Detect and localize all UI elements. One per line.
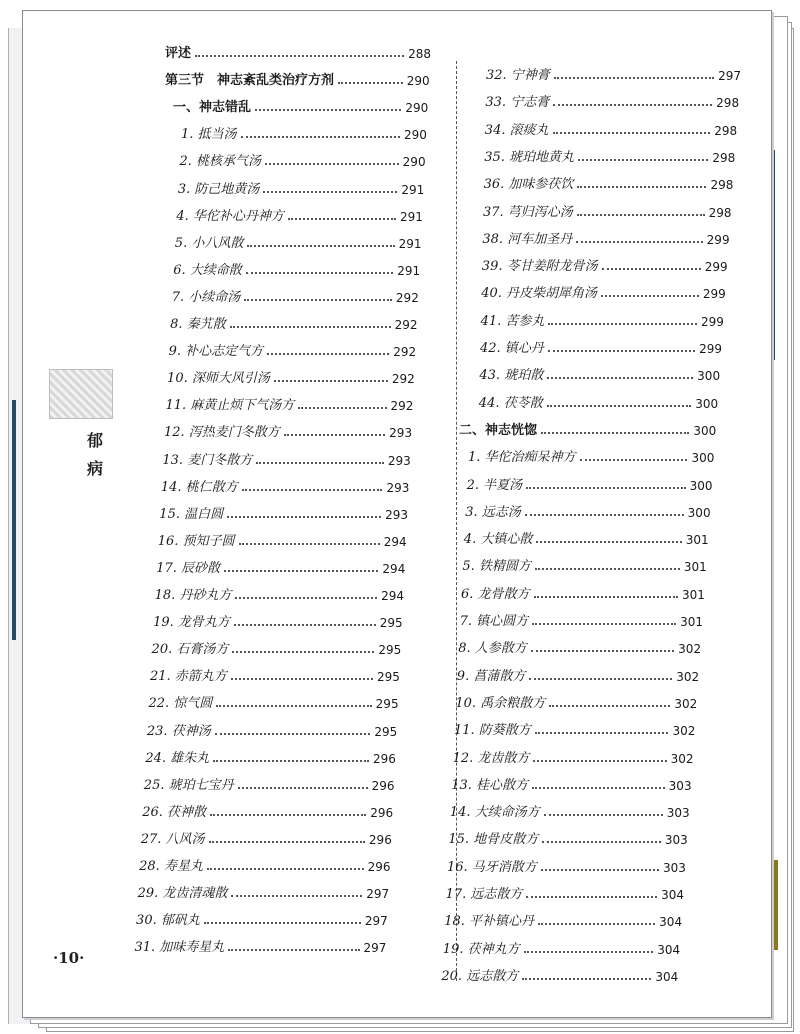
leader-dots <box>224 570 378 572</box>
toc-entry[interactable] <box>480 336 722 356</box>
toc-entry-title: 32. 宁神膏 <box>486 68 550 83</box>
toc-entry-page: 304 <box>659 915 683 930</box>
toc-entry-page: 300 <box>693 423 717 438</box>
toc-entry[interactable] <box>485 90 739 110</box>
leader-dots <box>532 623 676 625</box>
toc-entry-title: 6. 大续命散 <box>173 262 242 278</box>
leader-dots <box>538 923 655 925</box>
toc-entry-page: 304 <box>661 888 684 902</box>
toc-entry[interactable] <box>441 964 678 984</box>
toc-entry[interactable] <box>166 393 414 413</box>
toc-entry[interactable] <box>479 363 720 383</box>
toc-entry-page: 302 <box>678 642 702 657</box>
leader-dots <box>244 299 392 301</box>
toc-entry-title: 10. 深师大风引汤 <box>167 371 270 387</box>
toc-entry-page: 290 <box>402 155 426 170</box>
toc-entry-title: 12. 泻热麦门冬散方 <box>163 425 280 441</box>
toc-entry[interactable] <box>481 309 724 329</box>
toc-entry[interactable] <box>165 41 431 61</box>
toc-entry-page: 292 <box>394 318 418 332</box>
toc-entry-page: 293 <box>385 507 409 522</box>
toc-entry-title: 17. 远志散方 <box>445 887 523 902</box>
toc-entry-page: 302 <box>670 751 694 766</box>
toc-entry-title: 20. 远志散方 <box>441 968 519 984</box>
toc-entry-page: 296 <box>368 832 392 847</box>
leader-dots <box>526 487 685 489</box>
toc-entry[interactable] <box>467 473 713 493</box>
toc-entry-title: 二、神志恍惚 <box>459 422 538 438</box>
toc-entry-title: 9. 菖蒲散方 <box>456 668 526 684</box>
toc-entry-page: 291 <box>399 209 423 224</box>
leader-dots <box>255 109 401 111</box>
toc-entry-title: 10. 禹余粮散方 <box>455 695 546 711</box>
toc-entry[interactable] <box>181 122 427 142</box>
toc-entry-page: 300 <box>695 396 719 411</box>
toc-entry-title: 11. 麻黄止烦下气汤方 <box>165 398 295 414</box>
toc-entry-title: 9. 补心志定气方 <box>168 344 264 360</box>
leader-dots <box>553 104 712 106</box>
leader-dots <box>246 272 393 274</box>
toc-entry-page: 302 <box>676 669 700 684</box>
toc-entry-title: 第三节 神志紊乱类治疗方剂 <box>165 73 335 89</box>
toc-entry-title: 26. 茯神散 <box>142 804 207 820</box>
leader-dots <box>204 922 361 924</box>
toc-entry-title: 5. 小八风散 <box>174 235 244 251</box>
toc-entry-page: 293 <box>387 453 411 468</box>
toc-entry-title: 2. 桃核承气汤 <box>179 154 261 170</box>
toc-entry-page: 296 <box>370 805 394 820</box>
leader-dots <box>526 896 657 898</box>
toc-entry[interactable] <box>155 583 404 603</box>
leader-dots <box>216 705 371 707</box>
toc-entry-title: 12. 龙齿散方 <box>452 750 530 766</box>
toc-entry[interactable] <box>173 95 428 115</box>
side-title-char: 郁 <box>86 431 103 450</box>
toc-entry[interactable] <box>156 556 405 576</box>
toc-entry-title: 14. 大续命汤方 <box>449 805 540 821</box>
toc-entry-title: 28. 寿星丸 <box>139 859 203 874</box>
toc-entry-page: 301 <box>681 587 705 602</box>
leader-dots <box>576 241 702 243</box>
toc-entry[interactable] <box>161 475 410 495</box>
leader-dots <box>553 132 711 134</box>
leader-dots <box>298 407 386 409</box>
leader-dots <box>210 814 366 816</box>
leader-dots <box>531 650 674 652</box>
toc-entry[interactable] <box>178 177 424 197</box>
toc-entry-page: 298 <box>714 123 738 138</box>
toc-entry-page: 304 <box>657 942 681 957</box>
toc-entry-page: 295 <box>374 724 398 739</box>
toc-entry-title: 1. 华佗治痴呆神方 <box>468 450 576 466</box>
toc-entry-page: 299 <box>706 232 730 247</box>
toc-entry-page: 300 <box>697 369 721 384</box>
leader-dots <box>288 218 396 220</box>
toc-entry-page: 304 <box>655 969 679 984</box>
toc-entry-title: 15. 地骨皮散方 <box>448 832 539 848</box>
toc-entry[interactable] <box>460 609 703 629</box>
leader-dots <box>541 432 689 434</box>
toc-entry-page: 291 <box>401 182 425 197</box>
toc-entry[interactable] <box>138 881 390 901</box>
leader-dots <box>541 869 659 871</box>
toc-entry[interactable] <box>461 582 705 602</box>
toc-entry[interactable] <box>447 855 686 875</box>
toc-entry-page: 301 <box>683 560 707 575</box>
toc-entry-title: 22. 惊气圆 <box>148 696 213 712</box>
stack-edge-mark <box>772 860 778 950</box>
leader-dots <box>533 760 666 762</box>
toc-entry[interactable] <box>446 882 684 902</box>
chapter-side-title <box>83 427 107 483</box>
toc-entry-page: 301 <box>685 533 709 548</box>
leader-dots <box>215 733 371 735</box>
toc-entry-title: 42. 镇心丹 <box>480 341 544 356</box>
toc-entry[interactable] <box>144 773 395 793</box>
toc-entry-title: 1. 抵当汤 <box>181 127 237 143</box>
toc-entry-page: 292 <box>391 372 415 387</box>
toc-entry-page: 300 <box>689 478 713 493</box>
toc-entry[interactable] <box>173 258 420 278</box>
toc-entry-title: 11. 防葵散方 <box>454 723 531 739</box>
toc-entry[interactable] <box>484 145 735 165</box>
toc-entry-page: 302 <box>674 696 698 711</box>
toc-entry[interactable] <box>482 254 728 274</box>
leader-dots <box>263 191 397 193</box>
toc-entry-page: 292 <box>395 290 419 305</box>
leader-dots <box>534 596 678 598</box>
toc-entry-title: 8. 人参散方 <box>458 641 527 657</box>
toc-entry[interactable] <box>457 664 699 684</box>
toc-entry-title: 19. 龙骨丸方 <box>153 615 230 631</box>
toc-entry[interactable] <box>176 204 423 224</box>
toc-entry-page: 299 <box>704 260 728 275</box>
toc-entry[interactable] <box>465 500 710 520</box>
toc-entry-title: 4. 华佗补心丹神方 <box>176 208 284 224</box>
toc-entry-title: 36. 加味参茯饮 <box>483 177 574 193</box>
toc-entry-page: 295 <box>375 697 399 712</box>
toc-entry-title: 39. 苓甘姜附龙骨汤 <box>481 259 598 275</box>
toc-entry-title: 一、神志错乱 <box>173 100 252 116</box>
toc-entry-page: 294 <box>383 534 407 549</box>
toc-entry-title: 44. 茯苓散 <box>478 395 543 411</box>
toc-entry-title: 16. 马牙消散方 <box>447 859 537 875</box>
leader-dots <box>256 462 384 464</box>
toc-entry[interactable] <box>164 420 412 440</box>
leader-dots <box>535 568 680 570</box>
toc-entry-page: 291 <box>397 263 421 278</box>
toc-entry-title: 24. 雄朱丸 <box>145 750 210 766</box>
toc-entry-title: 14. 桃仁散方 <box>160 479 238 495</box>
toc-entry-page: 290 <box>404 128 427 143</box>
toc-entry[interactable] <box>453 746 694 766</box>
toc-entry-title: 18. 丹砂丸方 <box>154 588 232 603</box>
toc-entry-page: 296 <box>367 860 391 874</box>
toc-entry[interactable] <box>150 664 400 684</box>
toc-entry-page: 297 <box>363 941 387 956</box>
toc-entry-page: 299 <box>700 314 724 329</box>
toc-entry-page: 297 <box>718 69 741 83</box>
toc-entry[interactable] <box>179 149 425 169</box>
toc-entry-title: 13. 麦门冬散方 <box>162 452 253 468</box>
toc-entry-title: 13. 桂心散方 <box>451 777 528 793</box>
toc-entry[interactable] <box>145 746 396 766</box>
toc-entry[interactable] <box>175 231 422 251</box>
toc-entry-page: 294 <box>381 589 404 603</box>
leader-dots <box>524 951 654 953</box>
leader-dots <box>267 353 389 355</box>
toc-entry[interactable] <box>482 227 729 247</box>
toc-entry-title: 35. 琥珀地黄丸 <box>484 149 574 165</box>
leader-dots <box>580 459 688 461</box>
toc-entry[interactable] <box>141 827 392 847</box>
leader-dots <box>247 245 394 247</box>
toc-entry-page: 294 <box>382 561 406 576</box>
leader-dots <box>525 514 684 516</box>
leader-dots <box>547 377 693 379</box>
toc-entry-page: 298 <box>716 96 740 111</box>
leader-dots <box>242 489 383 491</box>
leader-dots <box>230 326 391 328</box>
toc-entry-title: 16. 预知子圆 <box>157 533 235 549</box>
toc-entry-title: 3. 防己地黄汤 <box>177 181 260 197</box>
toc-entry-page: 296 <box>371 778 395 793</box>
toc-entry[interactable] <box>167 366 415 386</box>
leader-dots <box>227 516 381 518</box>
toc-entry[interactable] <box>444 909 682 929</box>
leader-dots <box>602 268 701 270</box>
toc-entry[interactable] <box>159 502 408 522</box>
leader-dots <box>554 77 714 79</box>
toc-entry-page: 295 <box>378 643 402 658</box>
toc-entry-page: 298 <box>712 150 736 165</box>
toc-entry[interactable] <box>468 445 714 465</box>
leader-dots <box>577 186 706 188</box>
toc-entry[interactable] <box>443 937 680 957</box>
toc-entry[interactable] <box>454 718 695 738</box>
toc-entry[interactable] <box>162 448 410 468</box>
toc-entry[interactable] <box>153 610 403 630</box>
toc-entry[interactable] <box>169 339 417 359</box>
toc-entry-title: 41. 苦参丸 <box>480 313 545 329</box>
toc-entry-page: 297 <box>364 914 388 929</box>
toc-entry-title: 27. 八风汤 <box>140 831 205 847</box>
toc-entry-title: 31. 加味寿星丸 <box>134 940 225 956</box>
toc-entry-title: 20. 石膏汤方 <box>151 642 229 658</box>
toc-entry-title: 30. 郁矾丸 <box>136 913 200 929</box>
leader-dots <box>578 159 708 161</box>
leader-dots <box>577 214 705 216</box>
toc-entry[interactable] <box>450 800 690 820</box>
toc-entry[interactable] <box>462 554 706 574</box>
toc-entry-page: 303 <box>666 806 690 821</box>
leader-dots <box>213 760 369 762</box>
leader-dots <box>536 541 681 543</box>
toc-entry[interactable] <box>170 312 417 332</box>
toc-entry[interactable] <box>484 172 734 192</box>
toc-entry[interactable] <box>136 908 388 928</box>
toc-entry-title: 43. 琥珀散 <box>479 368 544 384</box>
toc-entry-page: 298 <box>708 205 732 220</box>
leader-dots <box>529 678 672 680</box>
leader-dots <box>532 787 665 789</box>
leader-dots <box>241 136 400 138</box>
leader-dots <box>542 841 661 843</box>
toc-entry-page: 293 <box>389 426 413 441</box>
toc-entry-page: 290 <box>405 101 429 116</box>
toc-entry-title: 2. 半夏汤 <box>466 477 523 493</box>
toc-entry-page: 296 <box>372 751 396 766</box>
toc-entry[interactable] <box>135 935 387 955</box>
toc-entry-title: 8. 秦艽散 <box>170 317 226 332</box>
toc-entry-title: 17. 辰砂散 <box>156 560 220 576</box>
toc-entry-page: 292 <box>390 399 414 414</box>
toc-page <box>22 10 772 1018</box>
leader-dots <box>544 814 663 816</box>
toc-entry[interactable] <box>485 118 737 138</box>
toc-entry-page: 292 <box>393 345 417 360</box>
leader-dots <box>231 678 373 680</box>
toc-entry-title: 21. 赤箭丸方 <box>150 669 227 685</box>
leader-dots <box>522 978 651 980</box>
toc-entry[interactable] <box>451 773 691 793</box>
leader-dots <box>548 323 697 325</box>
toc-entry-page: 302 <box>672 724 696 739</box>
leader-dots <box>231 895 362 897</box>
leader-dots <box>238 787 368 789</box>
toc-entry-title: 6. 龙骨散方 <box>461 586 530 602</box>
toc-entry[interactable] <box>142 800 393 820</box>
toc-entry-title: 评述 <box>165 46 192 61</box>
toc-entry-title: 3. 远志汤 <box>465 504 521 520</box>
toc-entry-page: 291 <box>398 236 422 251</box>
toc-entry-page: 290 <box>406 74 430 89</box>
leader-dots <box>232 651 374 653</box>
toc-entry-page: 303 <box>668 778 692 793</box>
toc-entry-page: 299 <box>702 287 726 302</box>
leader-dots <box>549 705 670 707</box>
leader-dots <box>235 597 377 599</box>
leader-dots <box>284 434 385 436</box>
toc-entry-title: 7. 镇心圆方 <box>459 614 529 629</box>
toc-entry-title: 19. 茯神丸方 <box>442 941 520 957</box>
toc-entry-page: 295 <box>379 616 403 631</box>
toc-entry-page: 303 <box>664 833 688 848</box>
toc-entry[interactable] <box>152 637 402 657</box>
toc-entry[interactable] <box>479 391 718 411</box>
leader-dots <box>338 82 403 84</box>
leader-dots <box>265 163 399 165</box>
leader-dots <box>234 624 376 626</box>
toc-entry-title: 15. 温白圆 <box>159 506 224 522</box>
toc-entry-page: 300 <box>687 505 711 520</box>
toc-entry[interactable] <box>481 281 726 301</box>
toc-entry-page: 298 <box>710 178 734 193</box>
toc-entry[interactable] <box>148 691 398 711</box>
toc-entry-page: 301 <box>680 615 703 629</box>
leader-dots <box>535 732 669 734</box>
decorative-emblem-icon <box>49 369 113 419</box>
leader-dots <box>274 380 388 382</box>
toc-entry[interactable] <box>455 691 697 711</box>
toc-entry[interactable] <box>486 63 741 83</box>
toc-entry-page: 303 <box>662 860 686 875</box>
leader-dots <box>207 868 364 870</box>
leader-dots <box>195 55 404 57</box>
toc-entry[interactable] <box>464 527 709 547</box>
toc-entry[interactable] <box>458 636 701 656</box>
toc-entry-title: 33. 宁志膏 <box>485 95 550 111</box>
toc-entry[interactable] <box>459 418 716 438</box>
toc-entry-title: 38. 河车加圣丹 <box>482 231 573 247</box>
toc-entry-title: 37. 芎归泻心汤 <box>483 204 573 220</box>
toc-entry[interactable] <box>147 719 397 739</box>
toc-entry-title: 4. 大镇心散 <box>463 532 533 548</box>
leader-dots <box>239 543 380 545</box>
toc-entry[interactable] <box>483 200 732 220</box>
leader-dots <box>209 841 365 843</box>
toc-entry-page: 295 <box>377 670 400 685</box>
toc-entry[interactable] <box>448 827 687 847</box>
toc-entry-page: 299 <box>699 342 722 356</box>
page-number: ·10· <box>53 949 85 967</box>
toc-entry-title: 34. 滚痰丸 <box>484 122 549 138</box>
toc-entry-title: 5. 铁精圆方 <box>462 559 531 575</box>
toc-entry-title: 29. 龙齿清魂散 <box>137 886 228 902</box>
leader-dots <box>228 949 359 951</box>
toc-entry[interactable] <box>139 854 390 874</box>
leader-dots <box>547 405 692 407</box>
stack-edge-mark <box>12 400 16 640</box>
toc-entry-title: 25. 琥珀七宝丹 <box>143 777 234 793</box>
toc-entry[interactable] <box>165 68 430 88</box>
toc-entry-title: 23. 茯神汤 <box>146 723 211 739</box>
toc-entry-title: 7. 小续命汤 <box>171 289 241 305</box>
leader-dots <box>601 295 699 297</box>
toc-entry-page: 300 <box>691 451 715 466</box>
toc-entry[interactable] <box>172 285 419 305</box>
toc-entry-page: 288 <box>408 47 431 61</box>
toc-entry-page: 293 <box>386 480 410 495</box>
toc-entry-title: 18. 平补镇心丹 <box>444 914 534 930</box>
toc-entry-page: 297 <box>366 887 390 902</box>
leader-dots <box>548 350 695 352</box>
side-title-char: 病 <box>86 459 103 478</box>
toc-entry[interactable] <box>158 529 407 549</box>
toc-entry-title: 40. 丹皮柴胡犀角汤 <box>481 286 597 302</box>
